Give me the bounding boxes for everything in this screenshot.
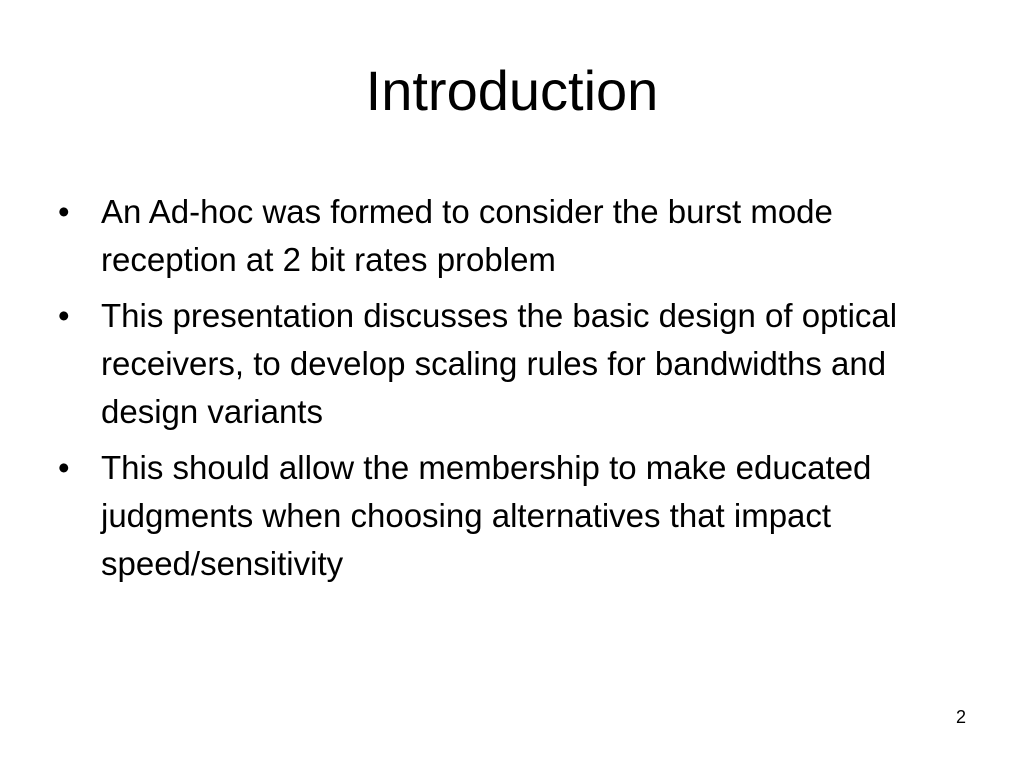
slide-number: 2: [955, 707, 966, 727]
bullet-marker: •: [58, 297, 70, 334]
bullet-item: [58, 444, 968, 588]
bullet-text: This presentation discusses the basic design of optical receivers, to develop scaling rules for bandwidths and design variants: [101, 297, 898, 430]
bullet-text: An Ad-hoc was formed to consider the burst mode reception at 2 bit rates problem: [101, 193, 833, 278]
bullet-item: [58, 188, 968, 284]
bullet-marker: •: [58, 193, 70, 230]
slide-title: Introduction: [365, 59, 659, 122]
bullet-item: [58, 292, 968, 436]
bullet-text: This should allow the membership to make educated judgments when choosing alternatives that impact speed/sensitivity: [101, 449, 872, 582]
bullet-marker: •: [58, 449, 70, 486]
bullet-list: [58, 188, 968, 596]
